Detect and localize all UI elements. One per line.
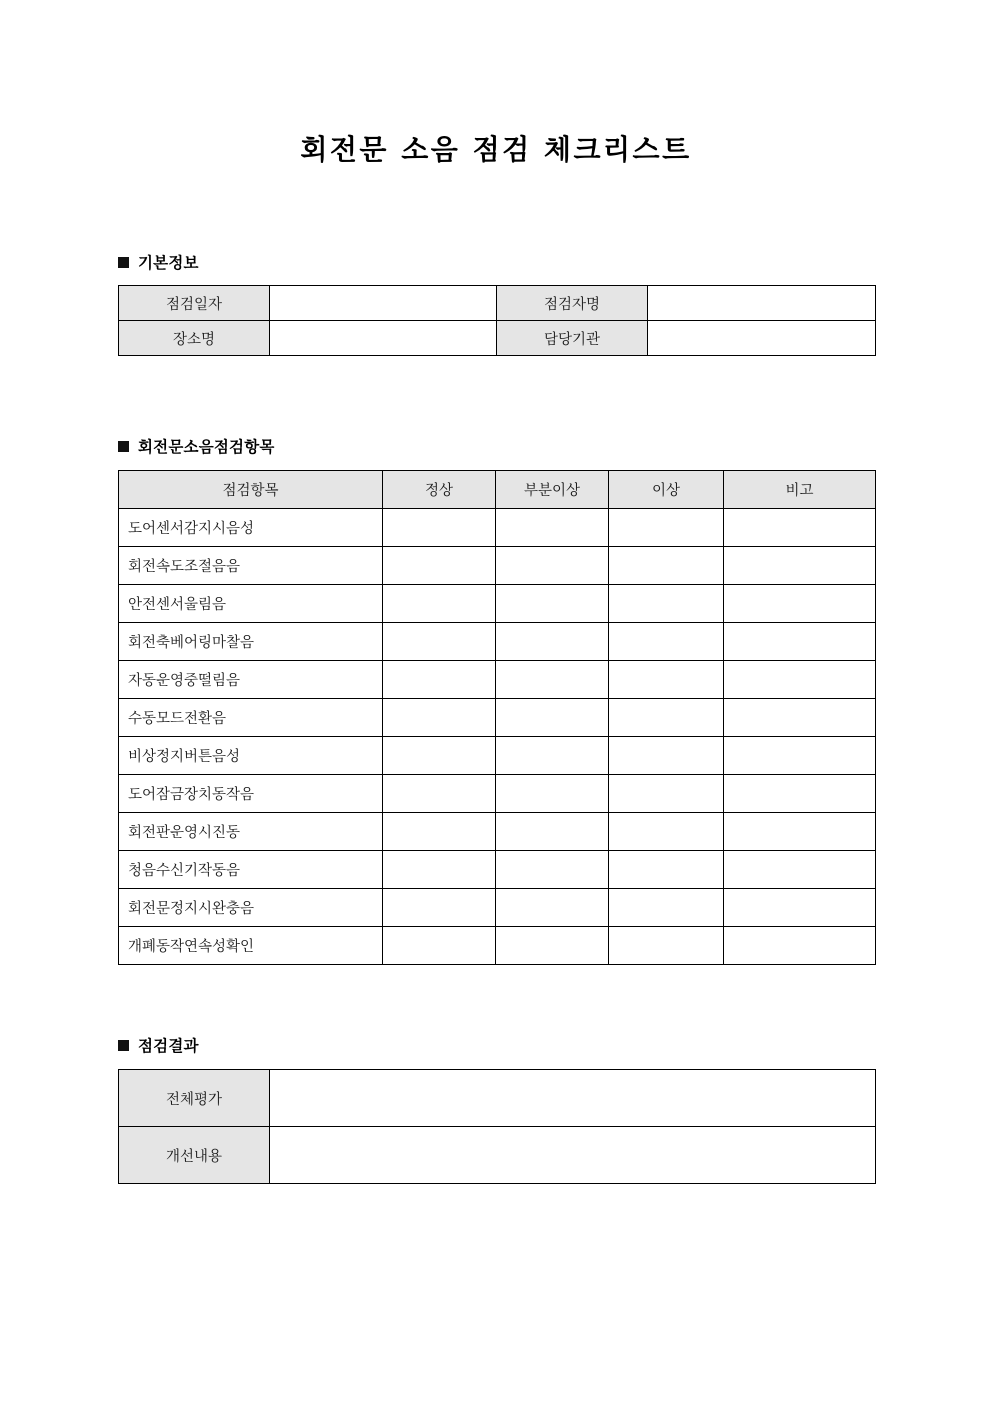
item-cell-note[interactable] [724, 775, 876, 813]
inspection-items-table [118, 470, 876, 965]
item-cell-partial[interactable] [496, 813, 609, 851]
table-row [119, 813, 876, 851]
item-cell-note[interactable] [724, 813, 876, 851]
item-cell-partial[interactable] [496, 775, 609, 813]
item-cell-abnormal[interactable] [609, 851, 724, 889]
inspection-result-table [118, 1069, 876, 1184]
table-row [119, 321, 876, 356]
item-name: 청음수신기작동음 [119, 851, 383, 889]
item-cell-abnormal[interactable] [609, 699, 724, 737]
item-cell-partial[interactable] [496, 661, 609, 699]
item-cell-abnormal[interactable] [609, 737, 724, 775]
item-cell-note[interactable] [724, 737, 876, 775]
basic-value-location[interactable] [270, 321, 497, 356]
table-row [119, 775, 876, 813]
result-label-overall: 전체평가 [119, 1070, 270, 1127]
table-row [119, 509, 876, 547]
table-row [119, 1127, 876, 1184]
basic-label-location: 장소명 [119, 321, 270, 356]
item-cell-partial[interactable] [496, 889, 609, 927]
item-cell-normal[interactable] [383, 661, 496, 699]
table-row [119, 851, 876, 889]
table-row [119, 1070, 876, 1127]
page-title: 회전문 소음 점검 체크리스트 [300, 133, 692, 166]
item-cell-note[interactable] [724, 585, 876, 623]
item-cell-note[interactable] [724, 547, 876, 585]
section-heading-result [118, 1034, 199, 1056]
item-cell-abnormal[interactable] [609, 623, 724, 661]
item-cell-normal[interactable] [383, 699, 496, 737]
item-cell-partial[interactable] [496, 927, 609, 965]
item-cell-normal[interactable] [383, 509, 496, 547]
item-name: 회전문정지시완충음 [119, 889, 383, 927]
basic-label-inspection-date: 점검일자 [119, 286, 270, 321]
table-row [119, 547, 876, 585]
item-name: 회전축베어링마찰음 [119, 623, 383, 661]
result-value-overall[interactable] [270, 1070, 876, 1127]
item-cell-normal[interactable] [383, 585, 496, 623]
item-cell-note[interactable] [724, 851, 876, 889]
table-row [119, 699, 876, 737]
inspection-items-body [119, 509, 876, 965]
table-row [119, 927, 876, 965]
column-header-note: 비고 [724, 471, 876, 509]
result-value-improvement[interactable] [270, 1127, 876, 1184]
item-cell-note[interactable] [724, 699, 876, 737]
section-heading-basic-label: 기본정보 [138, 254, 199, 272]
square-bullet-icon [118, 441, 129, 452]
basic-value-organization[interactable] [648, 321, 876, 356]
item-cell-partial[interactable] [496, 547, 609, 585]
square-bullet-icon [118, 257, 129, 268]
table-header-row [119, 471, 876, 509]
item-cell-partial[interactable] [496, 851, 609, 889]
column-header-item: 점검항목 [119, 471, 383, 509]
basic-value-inspector-name[interactable] [648, 286, 876, 321]
section-heading-items-label: 회전문소음점검항목 [138, 438, 275, 456]
basic-label-organization: 담당기관 [497, 321, 648, 356]
item-cell-partial[interactable] [496, 737, 609, 775]
item-cell-note[interactable] [724, 661, 876, 699]
item-cell-normal[interactable] [383, 927, 496, 965]
table-row [119, 585, 876, 623]
item-cell-normal[interactable] [383, 813, 496, 851]
item-cell-normal[interactable] [383, 851, 496, 889]
table-row [119, 623, 876, 661]
item-cell-partial[interactable] [496, 509, 609, 547]
basic-info-table [118, 285, 876, 356]
item-cell-abnormal[interactable] [609, 547, 724, 585]
item-cell-note[interactable] [724, 889, 876, 927]
item-cell-abnormal[interactable] [609, 585, 724, 623]
item-cell-normal[interactable] [383, 623, 496, 661]
item-cell-abnormal[interactable] [609, 813, 724, 851]
item-cell-abnormal[interactable] [609, 889, 724, 927]
item-cell-abnormal[interactable] [609, 775, 724, 813]
column-header-normal: 정상 [383, 471, 496, 509]
item-cell-note[interactable] [724, 509, 876, 547]
item-cell-partial[interactable] [496, 585, 609, 623]
table-row [119, 737, 876, 775]
item-name: 비상정지버튼음성 [119, 737, 383, 775]
basic-value-inspection-date[interactable] [270, 286, 497, 321]
item-name: 개폐동작연속성확인 [119, 927, 383, 965]
item-cell-note[interactable] [724, 927, 876, 965]
item-name: 도어센서감지시음성 [119, 509, 383, 547]
column-header-partial: 부분이상 [496, 471, 609, 509]
square-bullet-icon [118, 1040, 129, 1051]
item-cell-abnormal[interactable] [609, 661, 724, 699]
item-cell-normal[interactable] [383, 889, 496, 927]
item-cell-partial[interactable] [496, 699, 609, 737]
item-cell-normal[interactable] [383, 775, 496, 813]
item-name: 회전판운영시진동 [119, 813, 383, 851]
table-row [119, 286, 876, 321]
basic-label-inspector-name: 점검자명 [497, 286, 648, 321]
item-name: 도어잠금장치동작음 [119, 775, 383, 813]
section-heading-items [118, 435, 275, 457]
section-heading-basic [118, 251, 199, 273]
item-cell-partial[interactable] [496, 623, 609, 661]
item-cell-abnormal[interactable] [609, 509, 724, 547]
item-name: 안전센서울림음 [119, 585, 383, 623]
item-name: 수동모드전환음 [119, 699, 383, 737]
item-cell-note[interactable] [724, 623, 876, 661]
column-header-abnormal: 이상 [609, 471, 724, 509]
item-cell-abnormal[interactable] [609, 927, 724, 965]
section-heading-result-label: 점검결과 [138, 1037, 199, 1055]
item-cell-normal[interactable] [383, 737, 496, 775]
table-row [119, 889, 876, 927]
item-name: 회전속도조절음음 [119, 547, 383, 585]
result-label-improvement: 개선내용 [119, 1127, 270, 1184]
table-row [119, 661, 876, 699]
item-name: 자동운영중떨림음 [119, 661, 383, 699]
item-cell-normal[interactable] [383, 547, 496, 585]
